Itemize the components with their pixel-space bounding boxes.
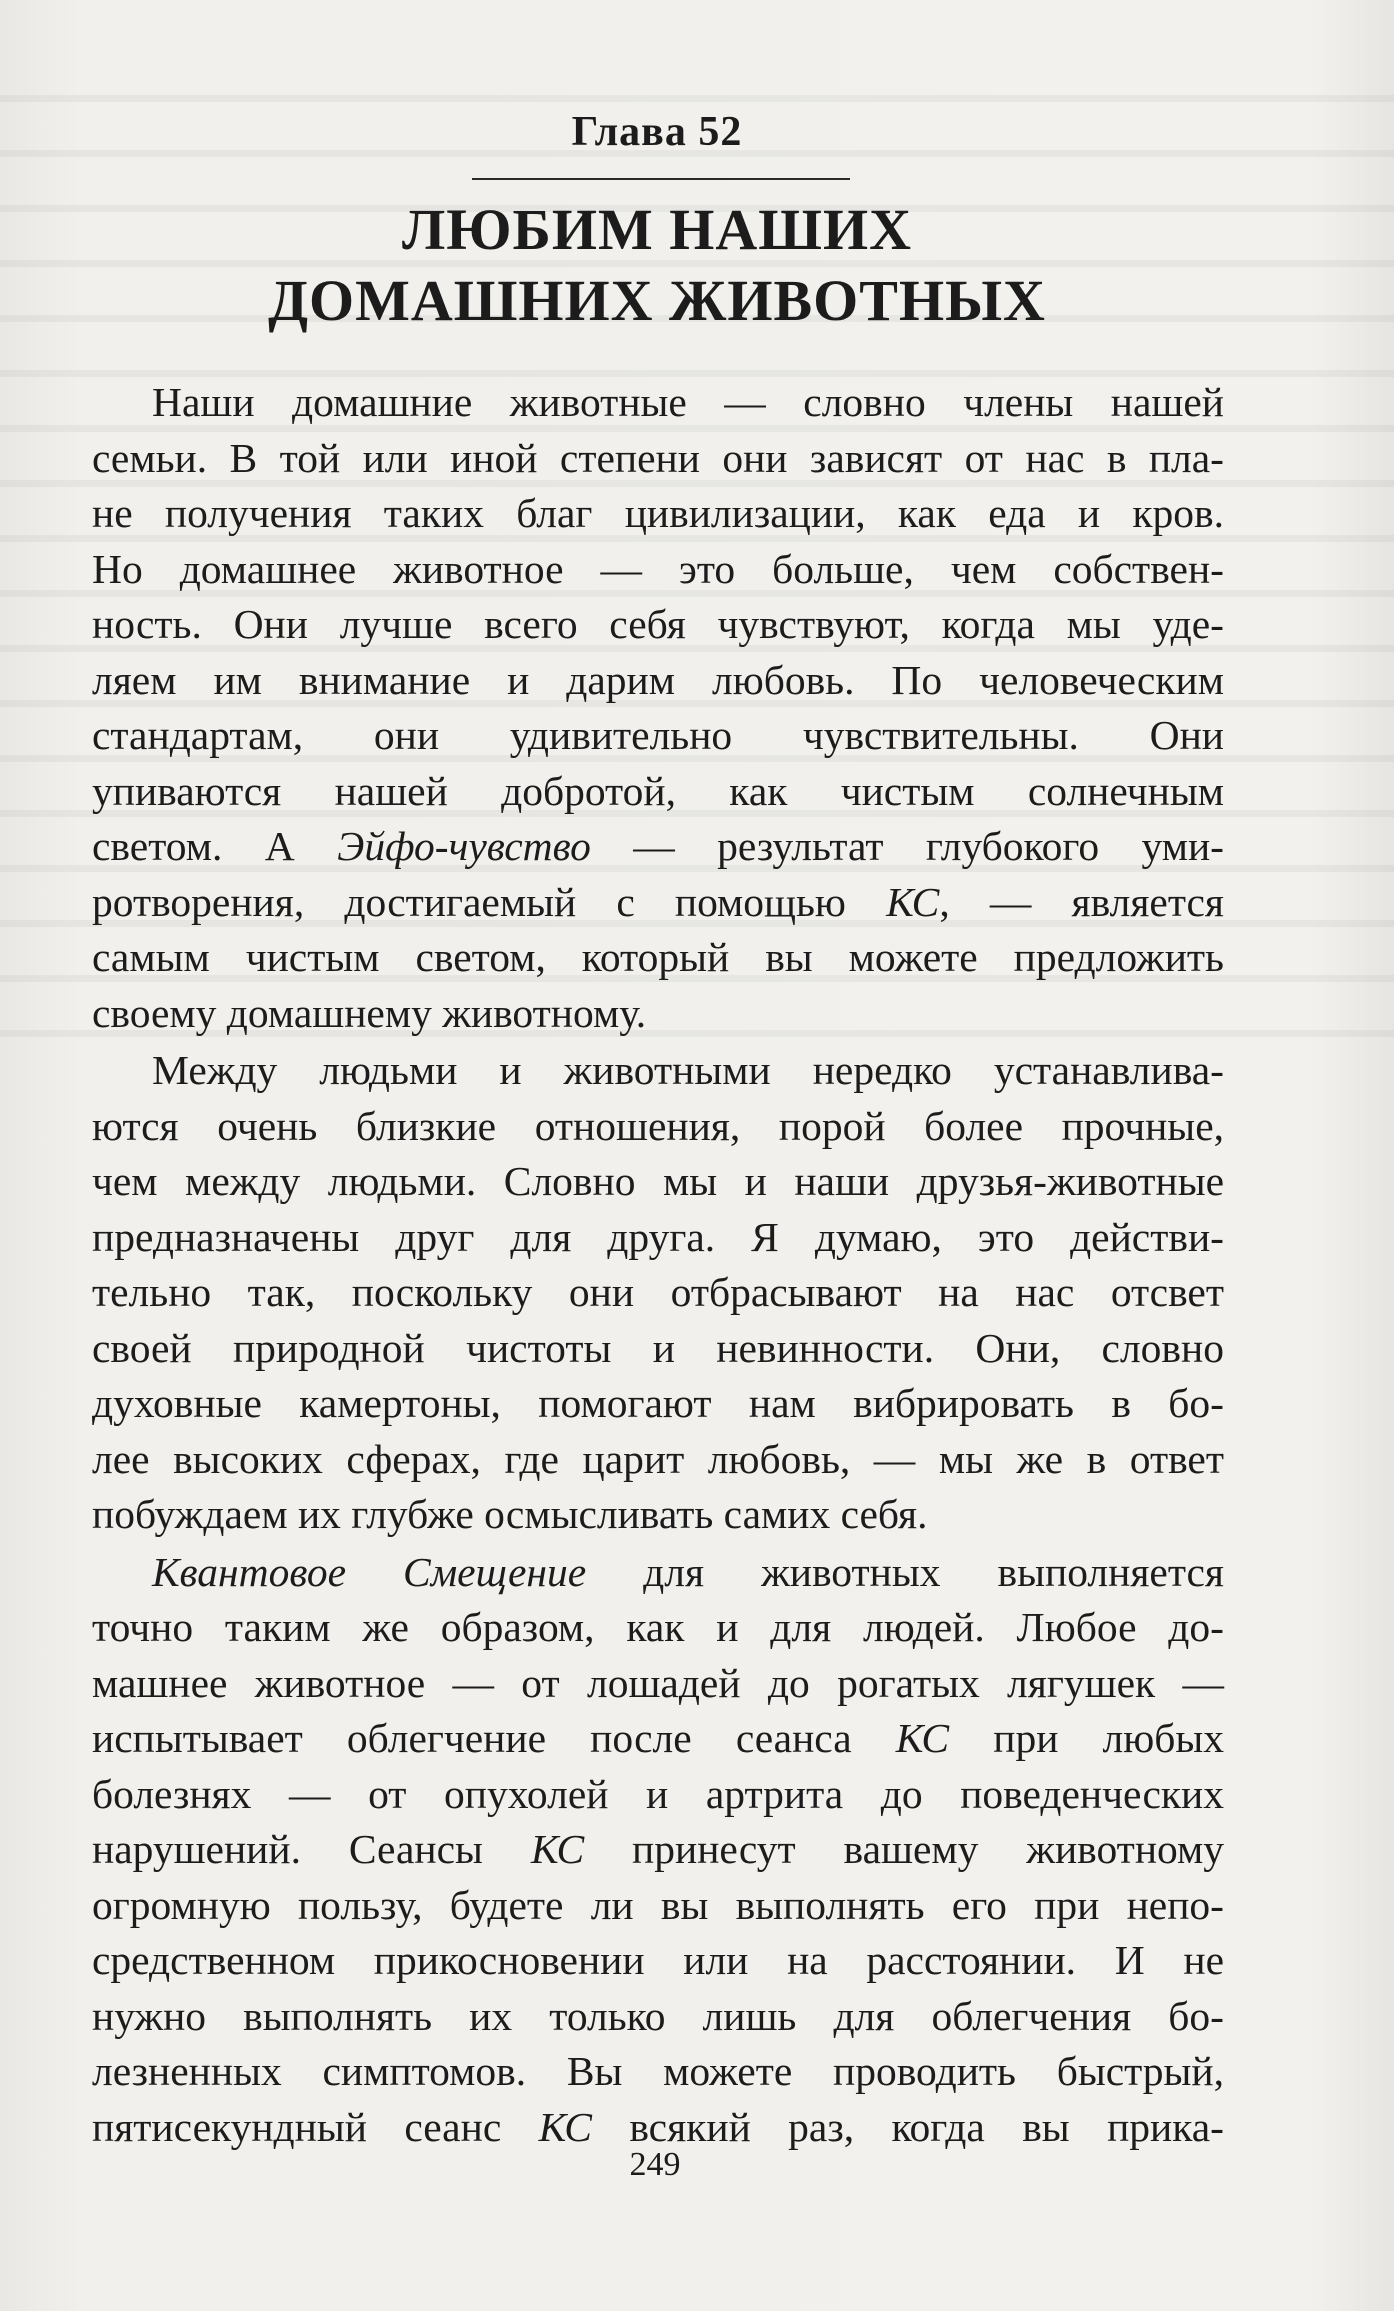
- text-line: своему домашнему животному.: [92, 989, 647, 1036]
- text-line: не получения таких благ цивилизации, как еда и кров.: [92, 490, 1224, 536]
- text-line: упиваются нашей добротой, как чистым солнечным: [92, 767, 1224, 814]
- italic-term: Эйфо-чувство: [337, 823, 591, 869]
- text-line: лее высоких сферах, где царит любовь, — мы же в ответ: [92, 1435, 1224, 1482]
- text-line: побуждаем их глубже осмысливать самих себя.: [92, 1491, 928, 1537]
- chapter-title-line: ЛЮБИМ НАШИХ: [402, 197, 912, 262]
- text-line: [92, 1822, 1224, 1878]
- italic-term: КС: [886, 878, 940, 925]
- chapter-label: [0, 108, 1394, 156]
- chapter-divider: [472, 178, 850, 180]
- text-run: нарушений. Сеансы: [92, 1826, 531, 1872]
- paragraph-3: [92, 1545, 1224, 2156]
- page-number: [0, 2146, 1394, 2184]
- text-line: точно таким же образом, как и для людей. Любое до-: [92, 1604, 1224, 1650]
- text-line: Наши домашние животные — словно члены нашей: [152, 379, 1224, 425]
- text-line: машнее животное — от лошадей до рогатых лягушек —: [92, 1659, 1224, 1706]
- italic-term: КС: [538, 2103, 592, 2150]
- text-run: , — является: [939, 878, 1224, 925]
- paragraph-1: [92, 375, 1224, 1041]
- paragraph-2: [92, 1043, 1224, 1543]
- text-line: своей природной чистоты и невинности. Они, словно: [92, 1324, 1224, 1371]
- chapter-label-text: Глава 52: [571, 109, 743, 155]
- text-line: [92, 1545, 1224, 1601]
- text-line: семьи. В той или иной степени они зависят от нас в пла-: [92, 434, 1224, 481]
- text-run: принесут вашему животному: [584, 1826, 1224, 1872]
- chapter-body: [92, 375, 1224, 2155]
- text-line: ются очень близкие отношения, порой более прочные,: [92, 1102, 1224, 1149]
- italic-term: КС: [530, 1826, 585, 1872]
- text-line: стандартам, они удивительно чувствительны. Они: [92, 712, 1224, 758]
- text-line: средственном прикосновении или на расстоянии. И не: [92, 1937, 1224, 1983]
- chapter-title-line: ДОМАШНИХ ЖИВОТНЫХ: [268, 267, 1046, 333]
- text-run: светом. А: [92, 823, 338, 869]
- text-run: при любых: [949, 1715, 1224, 1761]
- text-run: ротворения, достигаемый с помощью: [92, 878, 887, 925]
- text-line: Между людьми и животными нередко устанавлива-: [152, 1047, 1224, 1093]
- text-run: — результат глубокого уми-: [590, 823, 1224, 869]
- text-run: всякий раз, когда вы прика-: [591, 2103, 1225, 2150]
- text-run: для животных выполняется: [586, 1548, 1224, 1595]
- text-line: чем между людьми. Словно мы и наши друзья-животные: [92, 1158, 1224, 1204]
- text-line: предназначены друг для друга. Я думаю, это действи-: [92, 1213, 1224, 1260]
- text-line: духовные камертоны, помогают нам вибрировать в бо-: [92, 1380, 1224, 1426]
- text-line: ляем им внимание и дарим любовь. По человеческим: [92, 656, 1224, 703]
- text-line: самым чистым светом, который вы можете предложить: [92, 934, 1224, 980]
- text-line: Но домашнее животное — это больше, чем собствен-: [92, 545, 1224, 592]
- italic-term: Квантовое Смещение: [152, 1548, 587, 1595]
- text-run: пятисекундный сеанс: [92, 2103, 539, 2150]
- page-number-text: 249: [629, 2146, 681, 2183]
- text-line: [92, 819, 1224, 875]
- text-line: нужно выполнять их только лишь для облегчения бо-: [92, 1992, 1224, 2039]
- text-run: испытывает облегчение после сеанса: [92, 1715, 896, 1761]
- text-line: лезненных симптомов. Вы можете проводить быстрый,: [92, 2048, 1224, 2094]
- text-line: болезнях — от опухолей и артрита до поведенческих: [92, 1770, 1224, 1817]
- text-line: огромную пользу, будете ли вы выполнять его при непо-: [92, 1881, 1224, 1928]
- text-line: [92, 1711, 1224, 1767]
- italic-term: КС: [895, 1715, 950, 1761]
- text-line: ность. Они лучше всего себя чувствуют, когда мы уде-: [92, 601, 1224, 647]
- text-line: тельно так, поскольку они отбрасывают на нас отсвет: [92, 1269, 1224, 1315]
- chapter-title: [0, 195, 1394, 337]
- text-line: [92, 875, 1224, 931]
